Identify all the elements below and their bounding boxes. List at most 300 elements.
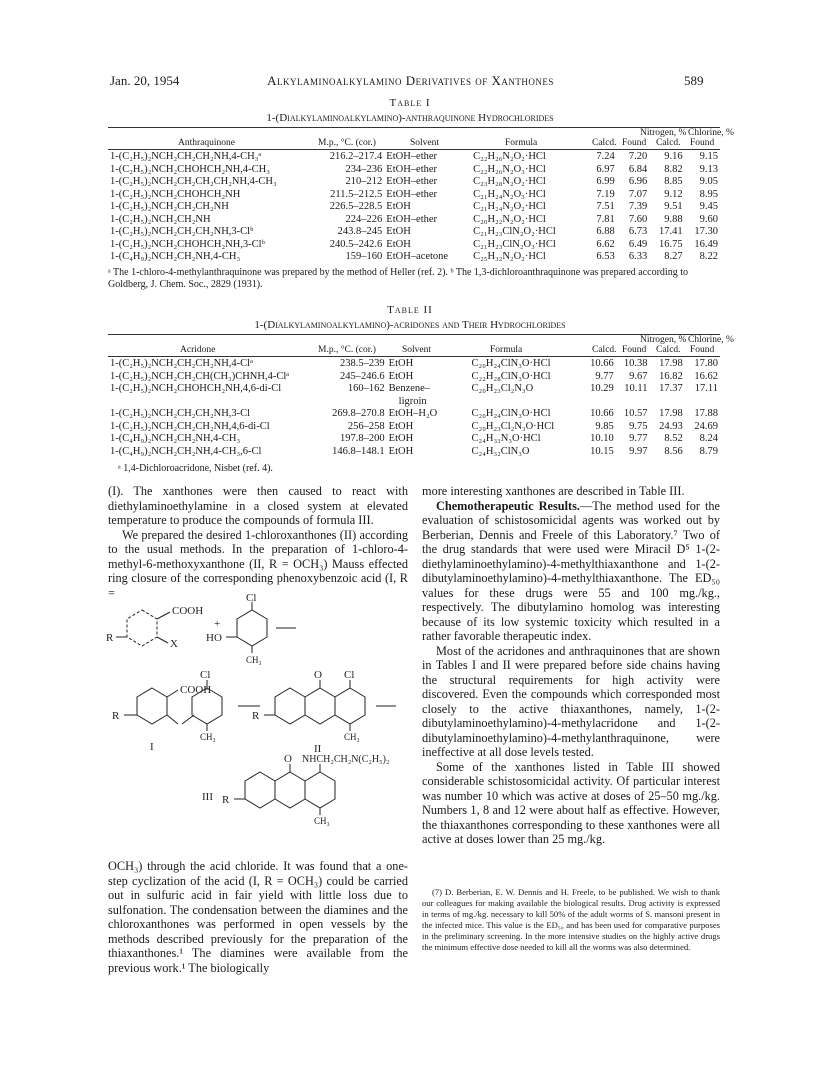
solvent-cell-text: EtOH bbox=[388, 433, 414, 444]
n-calcd-cell-text: 7.81 bbox=[596, 213, 615, 225]
solvent-cell bbox=[384, 251, 471, 264]
n-calcd-cell bbox=[584, 358, 616, 371]
formula-cell-text: C₂₂H₂₆N₂O₂·HCl bbox=[473, 151, 546, 162]
compound-cell-text: 1-(C₂H₅)₂NCH₂CH₂NH bbox=[110, 213, 211, 225]
table1 bbox=[108, 151, 720, 264]
compound-cell bbox=[108, 408, 299, 421]
formula-cell bbox=[471, 151, 586, 164]
n-found-cell bbox=[616, 371, 650, 384]
cl-found-cell bbox=[685, 201, 720, 214]
formula-cell-text: C₂₀H₂₄ClN₃O·HCl bbox=[471, 358, 551, 369]
mp-cell-text: 240.5–242.6 bbox=[329, 238, 383, 250]
n-found-cell bbox=[617, 176, 650, 189]
table1-head-solvent: Solvent bbox=[410, 138, 440, 148]
label-ch3-2: CH₃ bbox=[200, 732, 216, 742]
cl-found-cell-text: 16.62 bbox=[694, 370, 718, 382]
n-calcd-cell-text: 6.99 bbox=[596, 176, 615, 187]
label-cl-2: Cl bbox=[200, 669, 211, 681]
n-found-cell bbox=[616, 408, 650, 421]
solvent-cell bbox=[384, 226, 471, 239]
cl-calcd-cell-text: 8.56 bbox=[664, 445, 683, 457]
header-date: Jan. 20, 1954 bbox=[110, 73, 180, 88]
mp-cell bbox=[299, 383, 387, 408]
section-heading-chemotherapeutic: Chemotherapeutic Results. bbox=[436, 498, 580, 513]
n-calcd-cell-text: 6.88 bbox=[596, 226, 615, 237]
table2-head-n-calcd: Calcd. bbox=[592, 345, 617, 355]
table2 bbox=[108, 358, 720, 458]
label-ch3-3: CH₃ bbox=[344, 732, 360, 742]
table2-head-formula: Formula bbox=[490, 345, 523, 355]
n-calcd-cell bbox=[584, 408, 616, 421]
cl-found-cell bbox=[685, 358, 720, 371]
cl-calcd-cell bbox=[649, 214, 684, 227]
label-o-2: O bbox=[314, 669, 322, 681]
formula-cell-text: C₂₂H₂₈ClN₃O·HCl bbox=[471, 370, 551, 382]
table2-head-n-found: Found bbox=[622, 345, 647, 355]
formula-cell-text: C₂₀H₂₃Cl₂N₃O bbox=[471, 383, 534, 394]
table2-head-mp: M.p., °C. (cor.) bbox=[318, 345, 376, 355]
n-calcd-cell-text: 7.51 bbox=[596, 201, 615, 212]
solvent-cell-text: EtOH bbox=[386, 226, 411, 237]
label-cl-3: Cl bbox=[344, 669, 355, 681]
solvent-cell-text: EtOH–ether bbox=[386, 176, 438, 187]
n-found-cell-text: 9.67 bbox=[629, 370, 648, 382]
cl-calcd-cell-text: 8.85 bbox=[664, 176, 683, 187]
n-found-cell-text: 6.73 bbox=[628, 226, 648, 237]
compound-cell-text: 1-(C₂H₅)₂NCH₂CH₂CH₂CH₂NH,4-CH₃ bbox=[110, 176, 277, 187]
mp-cell-text: 197.8–200 bbox=[340, 433, 385, 444]
n-found-cell-text: 7.20 bbox=[628, 151, 648, 162]
ring-ii-center bbox=[305, 688, 335, 724]
left-column-top bbox=[108, 484, 408, 600]
solvent-cell-text: EtOH–ether bbox=[386, 188, 438, 200]
cl-found-cell-text: 8.22 bbox=[699, 251, 718, 262]
n-calcd-cell-text: 6.62 bbox=[596, 238, 615, 250]
compound-cell bbox=[108, 371, 299, 384]
reaction-scheme bbox=[104, 592, 414, 858]
formula-cell bbox=[471, 176, 586, 189]
formula-cell bbox=[471, 189, 586, 202]
n-found-cell-text: 9.77 bbox=[629, 433, 648, 444]
table-row bbox=[108, 358, 720, 371]
table1-head-formula: Formula bbox=[505, 138, 538, 148]
mp-cell-text: 238.5–239 bbox=[340, 358, 385, 369]
table2-head-solvent: Solvent bbox=[402, 345, 432, 355]
solvent-cell-text: EtOH–acetone bbox=[386, 251, 449, 262]
mp-cell bbox=[296, 214, 384, 227]
cl-calcd-cell-text: 16.75 bbox=[658, 238, 683, 250]
table2-head-cl-found: Found bbox=[690, 345, 715, 355]
bond-x bbox=[157, 637, 168, 643]
n-calcd-cell bbox=[586, 251, 617, 264]
cl-found-cell-text: 16.49 bbox=[694, 238, 718, 250]
solvent-cell bbox=[387, 433, 470, 446]
n-found-cell bbox=[616, 446, 650, 459]
formula-cell bbox=[470, 446, 584, 459]
n-found-cell bbox=[617, 226, 650, 239]
n-found-cell-text: 6.96 bbox=[628, 176, 648, 187]
cl-found-cell-text: 8.79 bbox=[699, 445, 718, 457]
n-found-cell bbox=[617, 201, 650, 214]
ring-ii-left bbox=[275, 688, 305, 724]
left-paragraph-3: OCH₃) through the acid chloride. It was found that a one-step cyclization of the acid (I, R = OCH₃) could be carried out in sulfuric acid in fair yield with little loss due to sulfonation. The condensation between the diamines and the chloroxanthones was performed in open vessels by the methods described previously for the preparation of the thiaxanthones.¹ The diamines were available from the previous work.¹ The biologically bbox=[108, 859, 408, 975]
solvent-cell-text: Benzene– bbox=[388, 383, 431, 394]
reference-7 bbox=[422, 887, 720, 953]
ring-iii-right bbox=[305, 772, 335, 808]
label-r-2: R bbox=[112, 710, 120, 722]
n-found-cell-text: 10.57 bbox=[623, 408, 648, 419]
n-found-cell-text: 6.49 bbox=[628, 238, 648, 250]
formula-cell bbox=[470, 358, 584, 371]
label-cooh-1: COOH bbox=[172, 605, 204, 617]
label-o-3: O bbox=[284, 753, 292, 765]
mp-cell bbox=[296, 176, 384, 189]
compound-cell-text: 1-(C₂H₅)₂NCH₂CH₂CH(CH₃)CHNH,4-Clᵃ bbox=[110, 370, 290, 382]
cl-found-cell bbox=[685, 446, 720, 459]
n-found-cell bbox=[617, 251, 650, 264]
mp-cell bbox=[299, 421, 387, 434]
solvent-cell bbox=[387, 371, 470, 384]
cl-found-cell-text: 24.69 bbox=[694, 420, 718, 432]
n-calcd-cell-text: 10.29 bbox=[590, 383, 614, 394]
compound-cell-text: 1-(C₂H₅)₂NCH₂CH₂CH₂NH,3-Clᵇ bbox=[110, 226, 254, 237]
cl-calcd-cell bbox=[650, 408, 685, 421]
n-found-cell bbox=[616, 358, 650, 371]
formula-cell-text: C₂₃H₂₈N₂O₂·HCl bbox=[473, 176, 546, 187]
cl-calcd-cell-text: 9.51 bbox=[664, 201, 683, 212]
mp-cell-text: 224–226 bbox=[345, 213, 383, 225]
mp-cell bbox=[296, 239, 384, 252]
reference-7-text: (7) D. Berberian, E. W. Dennis and H. Freele, to be published. We wish to thank our colleagues for making available the biological results. Drug activity is expressed in terms of mg./kg. necessary to kill 50% of the adult worms of S. mansoni present in the infected mice. This value is the ED₅₀ and has been used for comparative purposes in the preliminary screening. In the more intensive studies on the highly active drugs the minimum effective dose needed to kill all the worms was also determined. bbox=[422, 887, 720, 952]
formula-cell bbox=[471, 251, 586, 264]
bond-i-cooh bbox=[167, 690, 178, 697]
cl-found-cell-text: 17.11 bbox=[694, 383, 718, 394]
page-number: 589 bbox=[684, 73, 704, 88]
compound-cell-text: 1-(C₄H₉)₂NCH₂CH₂NH,4-CH₃ bbox=[110, 251, 241, 262]
mp-cell bbox=[299, 371, 387, 384]
formula-cell bbox=[470, 433, 584, 446]
cl-calcd-cell-text: 24.93 bbox=[659, 420, 683, 432]
table2-head-rule bbox=[108, 356, 720, 357]
cl-found-cell-text: 8.24 bbox=[699, 433, 718, 444]
right-paragraph-1: more interesting xanthones are described in Table III. bbox=[422, 484, 685, 498]
cl-found-cell-text: 17.80 bbox=[694, 358, 718, 369]
cl-calcd-cell bbox=[649, 201, 684, 214]
formula-cell-text: C₂₁H₂₃ClN₂O₃·HCl bbox=[473, 238, 556, 250]
mp-cell bbox=[299, 358, 387, 371]
solvent-cell bbox=[384, 214, 471, 227]
table2-head-chlorine: Chlorine, % bbox=[688, 335, 734, 345]
table-row bbox=[108, 151, 720, 164]
cl-found-cell bbox=[685, 251, 720, 264]
n-found-cell-text: 7.39 bbox=[628, 201, 648, 212]
cl-calcd-cell-text: 8.52 bbox=[664, 433, 683, 444]
formula-cell bbox=[471, 239, 586, 252]
cl-found-cell bbox=[685, 226, 720, 239]
cl-calcd-cell bbox=[649, 189, 684, 202]
table2-footnote: ᵃ 1,4-Dichloroacridone, Nisbet (ref. 4). bbox=[118, 463, 273, 474]
solvent-cell-continued: ligroin bbox=[398, 395, 427, 407]
label-compound-i: I bbox=[150, 741, 154, 753]
header-title: Alkylaminoalkylamino Derivatives of Xanthones bbox=[267, 73, 554, 88]
table2-subtitle: 1-(Dialkylaminoalkylamino)-acridones and Their Hydrochlorides bbox=[254, 319, 566, 331]
cl-found-cell bbox=[685, 371, 720, 384]
mp-cell-text: 216.2–217.4 bbox=[329, 151, 383, 162]
mp-cell bbox=[299, 446, 387, 459]
n-calcd-cell-text: 7.19 bbox=[596, 188, 615, 200]
solvent-cell bbox=[387, 408, 470, 421]
n-found-cell-text: 10.11 bbox=[624, 383, 648, 394]
compound-cell-text: 1-(C₂H₅)₂NCH₂CHOHCH₂NH,3-Clᵇ bbox=[110, 238, 265, 250]
solvent-cell bbox=[384, 176, 471, 189]
n-calcd-cell-text: 10.15 bbox=[590, 445, 614, 457]
cl-calcd-cell bbox=[649, 176, 684, 189]
compound-cell-text: 1-(C₂H₅)₂NCH₂CHOHCH₂NH,4-CH₃ bbox=[110, 163, 270, 175]
formula-cell-text: C₂₁H₂₄N₂O₃·HCl bbox=[473, 188, 546, 200]
table-row bbox=[108, 189, 720, 202]
compound-cell bbox=[108, 164, 296, 177]
solvent-cell-text: EtOH–H₂O bbox=[388, 408, 438, 419]
label-r-1: R bbox=[106, 632, 114, 644]
mp-cell-text: 245–246.6 bbox=[340, 370, 385, 382]
table1-head-cl-calcd: Calcd. bbox=[656, 138, 681, 148]
n-found-cell bbox=[616, 383, 650, 408]
solvent-cell-text: EtOH–ether bbox=[386, 213, 438, 225]
table1-head-nitrogen: Nitrogen, % bbox=[640, 128, 687, 138]
mp-cell-text: 146.8–148.1 bbox=[332, 445, 385, 457]
cl-found-cell bbox=[685, 189, 720, 202]
solvent-cell-text: EtOH bbox=[388, 420, 414, 432]
n-found-cell-text: 10.38 bbox=[623, 358, 648, 369]
formula-cell bbox=[470, 371, 584, 384]
solvent-cell-text: EtOH bbox=[386, 238, 411, 250]
compound-cell bbox=[108, 446, 299, 459]
mp-cell-text: 226.5–228.5 bbox=[329, 201, 383, 212]
cl-found-cell bbox=[685, 164, 720, 177]
formula-cell-text: C₂₅H₃₂N₂O₂·HCl bbox=[473, 251, 546, 262]
table-row bbox=[108, 251, 720, 264]
ring-ii-right bbox=[335, 688, 365, 724]
mp-cell bbox=[296, 226, 384, 239]
n-calcd-cell bbox=[586, 214, 617, 227]
cl-found-cell bbox=[685, 433, 720, 446]
cl-found-cell bbox=[685, 176, 720, 189]
label-r-3: R bbox=[252, 710, 260, 722]
n-found-cell bbox=[616, 433, 650, 446]
mp-cell-text: 256–258 bbox=[347, 420, 385, 432]
cl-calcd-cell-text: 16.82 bbox=[659, 370, 683, 382]
cl-calcd-cell bbox=[649, 226, 684, 239]
n-found-cell bbox=[616, 421, 650, 434]
compound-cell-text: 1-(C₄H₉)₂NCH₂CH₂NH,4-CH₃ bbox=[110, 433, 241, 444]
cl-found-cell-text: 8.95 bbox=[699, 188, 718, 200]
n-calcd-cell bbox=[586, 226, 617, 239]
solvent-cell-text: EtOH–ether bbox=[386, 163, 438, 175]
compound-cell-text: 1-(C₂H₅)₂NCH₂CH₂CH₂NH,4-Clᵃ bbox=[110, 358, 253, 369]
mp-cell-text: 160–162 bbox=[347, 383, 385, 394]
cl-calcd-cell bbox=[650, 421, 685, 434]
formula-cell-text: C₂₄H₃₂ClN₃O bbox=[471, 445, 530, 457]
bond-i-o2 bbox=[182, 715, 194, 724]
n-calcd-cell-text: 10.66 bbox=[590, 408, 614, 419]
solvent-cell bbox=[384, 189, 471, 202]
cl-found-cell bbox=[685, 421, 720, 434]
solvent-cell-text: EtOH bbox=[388, 370, 414, 382]
n-calcd-cell bbox=[586, 151, 617, 164]
table-row bbox=[108, 214, 720, 227]
n-calcd-cell bbox=[584, 433, 616, 446]
n-found-cell-text: 6.33 bbox=[628, 251, 648, 262]
formula-cell bbox=[471, 226, 586, 239]
cl-found-cell bbox=[685, 408, 720, 421]
table-row bbox=[108, 421, 720, 434]
solvent-cell bbox=[387, 358, 470, 371]
cl-calcd-cell-text: 9.12 bbox=[664, 188, 683, 200]
n-found-cell-text: 7.60 bbox=[628, 213, 648, 225]
ring-iii-center bbox=[275, 772, 305, 808]
n-calcd-cell bbox=[584, 371, 616, 384]
compound-cell bbox=[108, 251, 296, 264]
bond-cooh bbox=[157, 612, 170, 619]
formula-cell-text: C₂₄H₃₃N₃O·HCl bbox=[471, 433, 541, 444]
n-found-cell-text: 9.97 bbox=[629, 445, 648, 457]
table2-head-compound: Acridone bbox=[180, 345, 216, 355]
compound-cell bbox=[108, 383, 299, 408]
formula-cell bbox=[470, 421, 584, 434]
cl-found-cell bbox=[685, 151, 720, 164]
cl-calcd-cell-text: 9.88 bbox=[664, 213, 683, 225]
compound-cell bbox=[108, 239, 296, 252]
formula-cell bbox=[471, 214, 586, 227]
n-calcd-cell-text: 6.97 bbox=[596, 163, 615, 175]
compound-cell-text: 1-(C₂H₅)₂NCH₂CH₂CH₂NH,4-CH₃ᵃ bbox=[110, 151, 262, 162]
table2-head-cl-calcd: Calcd. bbox=[656, 345, 681, 355]
label-compound-iii: III bbox=[202, 791, 213, 803]
cl-calcd-cell-text: 8.82 bbox=[664, 163, 683, 175]
cl-found-cell bbox=[685, 239, 720, 252]
cl-found-cell-text: 17.30 bbox=[694, 226, 718, 237]
mp-cell bbox=[296, 164, 384, 177]
cl-calcd-cell-text: 17.37 bbox=[659, 383, 683, 394]
label-r-4: R bbox=[222, 794, 230, 806]
solvent-cell bbox=[387, 383, 470, 408]
compound-cell bbox=[108, 421, 299, 434]
compound-cell-text: 1-(C₄H₉)₂NCH₂CH₂NH,4-CH₃,6-Cl bbox=[110, 445, 262, 457]
right-paragraph-2: —The method used for the evaluation of schistosomicidal agents was worked out by Berberian, Dennis and Freele of this Laboratory.⁷ Two of the drug standards that were used were Miracil D⁵ 1-(2-diethylaminoethylamino)-4-methylthiaxanthone and 1-(2-dibutylaminoethylamino)-4-methylthiaxanthone. The ED₅₀ values for these drugs were 55 and 100 mg./kg., respectively. The dibutylamino homolog was interesting because of its low systemic toxicity which resulted in a rather favorable therapeutic index. bbox=[422, 498, 720, 643]
n-calcd-cell bbox=[586, 239, 617, 252]
compound-cell bbox=[108, 433, 299, 446]
cl-calcd-cell-text: 8.27 bbox=[664, 251, 683, 262]
table2-label: Table II bbox=[387, 304, 433, 316]
compound-cell bbox=[108, 176, 296, 189]
table-row bbox=[108, 446, 720, 459]
n-calcd-cell bbox=[586, 189, 617, 202]
solvent-cell bbox=[387, 421, 470, 434]
n-found-cell bbox=[617, 189, 650, 202]
n-calcd-cell-text: 10.66 bbox=[590, 358, 614, 369]
label-cl-1: Cl bbox=[246, 592, 257, 604]
cl-calcd-cell-text: 9.16 bbox=[664, 151, 683, 162]
cl-calcd-cell bbox=[650, 358, 685, 371]
cl-found-cell bbox=[685, 214, 720, 227]
solvent-cell bbox=[384, 201, 471, 214]
compound-cell bbox=[108, 214, 296, 227]
cl-found-cell-text: 17.88 bbox=[694, 408, 718, 419]
table1-subtitle: 1-(Dialkylaminoalkylamino)-anthraquinone Hydrochlorides bbox=[266, 112, 554, 124]
n-found-cell-text: 9.75 bbox=[629, 420, 648, 432]
table1-head-n-calcd: Calcd. bbox=[592, 138, 617, 148]
label-side-chain: NHCH₂CH₂N(C₂H₅)₂ bbox=[302, 754, 390, 765]
n-calcd-cell-text: 9.77 bbox=[595, 370, 614, 382]
compound-cell bbox=[108, 151, 296, 164]
formula-cell bbox=[471, 201, 586, 214]
compound-cell-text: 1-(C₂H₅)₂NCH₂CH₂CH₂NH,4,6-di-Cl bbox=[110, 420, 270, 432]
table1-label: Table I bbox=[389, 97, 431, 109]
table-row bbox=[108, 201, 720, 214]
cl-calcd-cell bbox=[649, 239, 684, 252]
table-row bbox=[108, 408, 720, 421]
formula-cell-text: C₂₀H₂₂N₂O₂·HCl bbox=[473, 213, 546, 225]
bond-i-o1 bbox=[167, 715, 178, 724]
cl-calcd-cell-text: 17.98 bbox=[659, 358, 683, 369]
table1-head-chlorine: Chlorine, % bbox=[688, 128, 734, 138]
ring-benzoic-acid bbox=[127, 610, 157, 646]
n-found-cell-text: 7.07 bbox=[628, 188, 648, 200]
mp-cell bbox=[296, 189, 384, 202]
label-plus: + bbox=[214, 618, 221, 630]
label-cooh-2: COOH bbox=[180, 684, 212, 696]
table-row bbox=[108, 226, 720, 239]
n-calcd-cell bbox=[586, 176, 617, 189]
cl-calcd-cell-text: 17.98 bbox=[659, 408, 683, 419]
mp-cell bbox=[296, 151, 384, 164]
table-row bbox=[108, 176, 720, 189]
cl-found-cell-text: 9.05 bbox=[699, 176, 718, 187]
mp-cell-text: 159–160 bbox=[345, 251, 383, 262]
cl-found-cell-text: 9.45 bbox=[699, 201, 718, 212]
n-found-cell bbox=[617, 164, 650, 177]
solvent-cell-text: EtOH–ether bbox=[386, 151, 438, 162]
table1-footnote: ᵃ The 1-chloro-4-methylanthraquinone was prepared by the method of Heller (ref. 2). ᵇ The 1,3-dichloroanthraquinone was prepared according to Goldberg, J. Chem. Soc., 2829 (1931). bbox=[108, 267, 688, 290]
n-calcd-cell bbox=[586, 201, 617, 214]
left-paragraph-1: (I). The xanthones were then caused to react with diethylaminoethylamine in a closed system at elevated temperature to produce the compounds of formula III. bbox=[108, 484, 408, 527]
compound-cell bbox=[108, 226, 296, 239]
mp-cell-text: 269.8–270.8 bbox=[332, 408, 385, 419]
cl-calcd-cell bbox=[650, 433, 685, 446]
table2-head-nitrogen: Nitrogen, % bbox=[640, 335, 687, 345]
n-calcd-cell bbox=[586, 164, 617, 177]
mp-cell-text: 234–236 bbox=[345, 163, 383, 175]
compound-cell-text: 1-(C₂H₅)₂NCH₂CHOHCH₂NH bbox=[110, 188, 241, 200]
compound-cell bbox=[108, 201, 296, 214]
ring-iii-left bbox=[245, 772, 275, 808]
mp-cell bbox=[299, 408, 387, 421]
cl-calcd-cell bbox=[649, 164, 684, 177]
table-row bbox=[108, 383, 720, 408]
cl-calcd-cell bbox=[650, 383, 685, 408]
solvent-cell-text: EtOH bbox=[388, 445, 414, 457]
table-row bbox=[108, 371, 720, 384]
cl-found-cell-text: 9.13 bbox=[699, 163, 718, 175]
solvent-cell bbox=[384, 164, 471, 177]
table1-head-mp: M.p., °C. (cor.) bbox=[318, 138, 376, 148]
compound-cell bbox=[108, 358, 299, 371]
cl-calcd-cell-text: 17.41 bbox=[658, 226, 683, 237]
cl-found-cell bbox=[685, 383, 720, 408]
n-found-cell bbox=[617, 239, 650, 252]
n-calcd-cell bbox=[584, 421, 616, 434]
formula-cell-text: C₂₀H₂₄ClN₃O·HCl bbox=[471, 408, 551, 419]
